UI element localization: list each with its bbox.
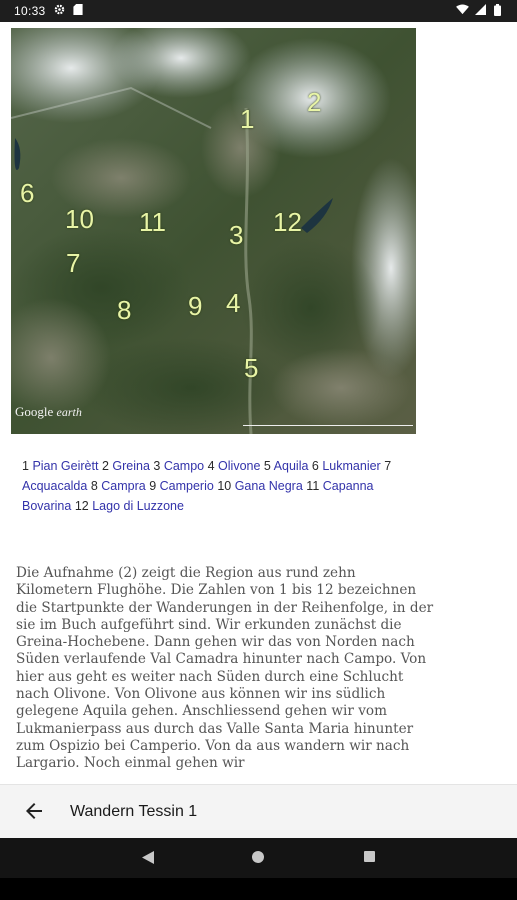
legend-link[interactable]: Campra — [101, 479, 146, 493]
legend-link[interactable]: Lago di Luzzone — [92, 499, 184, 513]
legend-link[interactable]: Greina — [112, 459, 150, 473]
gear-icon — [54, 4, 65, 15]
legend-number: 7 — [384, 459, 392, 473]
legend-number: 11 — [306, 479, 320, 493]
map-marker-3: 3 — [229, 220, 244, 250]
sd-card-icon — [73, 4, 84, 15]
map-marker-10: 10 — [65, 204, 94, 234]
legend-link[interactable]: Camperio — [159, 479, 214, 493]
legend-number: 8 — [90, 479, 98, 493]
legend-number: 4 — [207, 459, 215, 473]
legend-link[interactable]: Acquacalda — [22, 479, 88, 493]
map-marker-9: 9 — [188, 291, 203, 321]
legend-link[interactable]: Aquila — [273, 459, 309, 473]
legend-number: 12 — [74, 499, 89, 513]
nav-home-icon[interactable] — [252, 851, 264, 863]
status-time: 10:33 — [14, 4, 46, 18]
description-text: Die Aufnahme (2) zeigt die Region aus rund zehn Kilometern Flughöhe. Die Zahlen von 1 bis 12 bezeichnen die Startpunkte der Wanderungen in der Reihenfolge, in der sie im Buch aufgeführt sind. Wir erkunden zunächst die Greina-Hochebene. Dann gehen wir das von Norden nach Süden verlaufende Val Camadra hinunter nach Campo. Von hier aus geht es weiter nach Süden durch eine Schlucht nach Olivone. Von Olivone aus können wir ins südlich gelegene Aquila gehen. Anschliessend gehen wir vom Lukmanierpass aus durch das Valle Santa Maria hinunter zum Ospizio bei Camperio. Von da aus wandern wir nach Largario. Noch einmal gehen wir — [16, 565, 434, 772]
map-marker-12: 12 — [273, 207, 302, 237]
map-marker-11: 11 — [139, 207, 166, 237]
legend-number: 3 — [153, 459, 161, 473]
map-marker-2: 2 — [307, 87, 322, 117]
status-bar — [0, 0, 517, 22]
legend-number: 2 — [101, 459, 109, 473]
system-nav-bar — [0, 838, 517, 900]
map-marker-8: 8 — [117, 295, 132, 325]
bottom-app-bar — [0, 784, 517, 839]
signal-icon — [475, 4, 486, 15]
legend-link[interactable]: Campo — [163, 459, 205, 473]
legend-link[interactable]: Lukmanier — [322, 459, 381, 473]
map-marker-4: 4 — [226, 288, 241, 318]
wifi-icon — [456, 4, 467, 15]
legend-link[interactable]: Capanna Bovarina — [22, 479, 374, 513]
legend-number: 5 — [263, 459, 271, 473]
battery-icon — [494, 4, 505, 15]
map-legend — [22, 456, 422, 516]
map-marker-7: 7 — [66, 248, 81, 278]
nav-recents-icon[interactable] — [364, 851, 375, 862]
legend-number: 1 — [22, 459, 29, 473]
legend-link[interactable]: Pian Geirètt — [32, 459, 99, 473]
app-title: Wandern Tessin 1 — [70, 803, 198, 820]
content-scroll-area[interactable] — [0, 22, 517, 784]
map-marker-6: 6 — [20, 178, 35, 208]
map-marker-1: 1 — [240, 104, 255, 134]
legend-number: 9 — [149, 479, 157, 493]
map-marker-5: 5 — [244, 353, 259, 383]
legend-number: 6 — [311, 459, 319, 473]
nav-back-icon[interactable] — [142, 851, 154, 869]
legend-number: 10 — [217, 479, 232, 493]
arrow-back-icon[interactable] — [22, 799, 46, 823]
satellite-map-image — [11, 28, 416, 434]
legend-link[interactable]: Gana Negra — [234, 479, 303, 493]
google-earth-logo: Google earth — [15, 404, 82, 419]
legend-link[interactable]: Olivone — [218, 459, 261, 473]
map-scale-bar — [243, 425, 413, 434]
